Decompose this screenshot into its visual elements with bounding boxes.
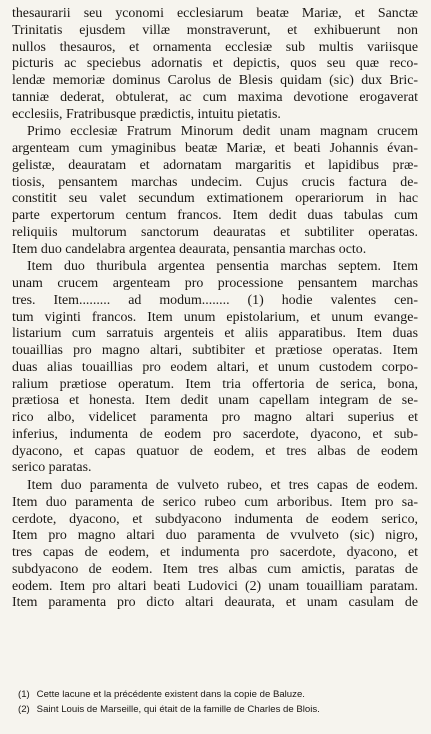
- text-line: tum viginti francos. Item unum epistolarium, et unum evange-: [12, 309, 418, 325]
- text-line: eodem. Item pro altari beati Ludovici (2) unam touailliam paratam.: [12, 578, 418, 594]
- text-line: nullos thesauros, et ornamenta ecclesiæ sub multis variisque: [12, 39, 418, 55]
- text-line: Item duo paramenta de serico rubeo cum arboribus. Item pro sa-: [12, 494, 418, 510]
- text-line: Item duo thuribula argentea pensentia marchas septem. Item: [27, 259, 418, 275]
- text-line: thesaurarii seu yconomi ecclesiarum beatæ Mariæ, et Sanctæ: [12, 6, 418, 21]
- text-line: tres capas de eodem, et indumenta pro sacerdote, dyacono, et: [12, 545, 418, 560]
- text-line: Trinitatis ejusdem villæ monstraverunt, et exhibuerunt non: [12, 22, 418, 38]
- text-line: constitit seu valet secundum extimationem operariorum in hac: [12, 191, 418, 207]
- text-line: rico albo, videlicet paramenta pro magno altari superius et: [12, 410, 418, 425]
- footnote: [12, 702, 418, 717]
- text-line: duas alias touaillias pro eodem altari, et unum custodem corpo-: [12, 359, 418, 375]
- footnotes: [12, 687, 418, 717]
- paragraph: [12, 124, 418, 258]
- text-line: argenteam cum ymaginibus beatæ Mariæ, et beati Johannis évan-: [12, 141, 418, 156]
- text-line: picturis ac speciebus adornatis et depictis, quos seu quæ reco-: [12, 56, 418, 72]
- text-line: parte expertorum centum francos. Item dedit duas tabulas cum: [12, 208, 418, 223]
- text-line: Primo ecclesiæ Fratrum Minorum dedit unam magnam crucem: [27, 124, 418, 140]
- text-line: reliquiis multorum sanctorum deauratas et subtiliter operatas.: [12, 224, 418, 240]
- text-line: cerdote, dyacono, et subdyacono indumenta de eodem serico,: [12, 511, 418, 527]
- text-line: ralium prætiose operatum. Item tria offertoria de serica, bona,: [12, 376, 418, 392]
- text-line: unam crucem argenteam pro processione pensantem marchas: [12, 276, 418, 291]
- footnote: [12, 687, 418, 702]
- paragraph: [12, 259, 418, 477]
- text-line: serico paratas.: [12, 460, 92, 476]
- text-line: gelistæ, deauratam et adornatam margaritis et lapidibus præ-: [12, 157, 418, 173]
- text-line: Item paramenta pro dicto altari deaurata, et unam casulam de: [12, 595, 418, 611]
- text-line: lendæ memoriæ dominus Carolus de Blesis quidam (sic) dux Bric-: [12, 73, 418, 88]
- body-text: [12, 6, 418, 612]
- text-line: listarium cum sarratuis argenteis et aliis apparatibus. Item duas: [12, 326, 418, 342]
- text-line: Item duo candelabra argentea deaurata, pensantia marchas octo.: [12, 241, 367, 257]
- text-line: Item duo paramenta de vulveto rubeo, et tres capas de eodem.: [27, 478, 418, 493]
- text-line: tres. Item......... ad modum........ (1) hodie valentes cen-: [12, 292, 418, 308]
- text-line: Item pro magno altari duo paramenta de vvulveto (sic) nigro,: [12, 528, 418, 544]
- text-line: prætiosa et honesta. Item dedit unam capellam integram de se-: [12, 393, 418, 409]
- text-line: touaillias pro magno altari, subtibiter et prætiose operatas. Item: [12, 343, 418, 358]
- text-line: tanniæ dederat, obtulerat, ac cum maxima devotione erogaverat: [12, 89, 418, 105]
- text-line: inferius, indumenta de eodem pro sacerdote, dyacono, et sub-: [12, 426, 418, 442]
- footnote-text: Saint Louis de Marseille, qui était de la famille de Charles de Blois.: [36, 704, 320, 715]
- text-line: subdyacono de eodem. Item tres albas cum amictis, paratas de: [12, 561, 418, 577]
- footnote-mark: (2): [18, 704, 30, 715]
- paragraph: [12, 6, 418, 123]
- text-line: tiosis, pensantem marchas undecim. Cujus crucis factura de-: [12, 174, 418, 190]
- text-line: dyacono, et capas quatuor de eodem, et tres albas de eodem: [12, 443, 418, 459]
- footnote-text: Cette lacune et la précédente existent dans la copie de Baluze.: [36, 689, 305, 700]
- paragraph: [12, 478, 418, 612]
- text-line: ecclesiis, Fratribusque prædictis, intuitu pietatis.: [12, 106, 281, 122]
- footnote-mark: (1): [18, 689, 30, 700]
